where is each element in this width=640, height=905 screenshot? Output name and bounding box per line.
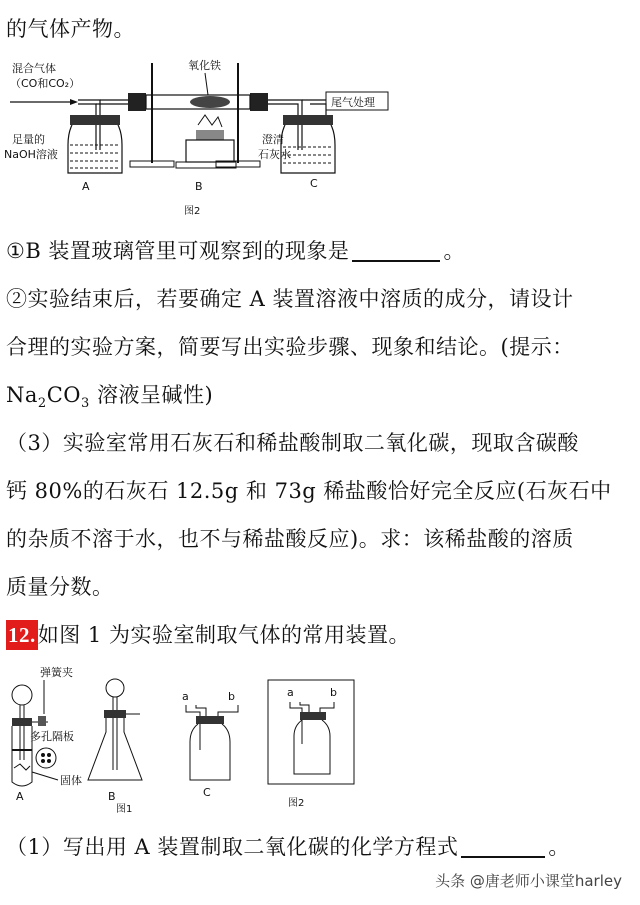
label-b-c: b [228, 690, 235, 703]
label-porous-plate: 多孔隔板 [30, 730, 74, 743]
top-line: 的气体产物。 [6, 17, 135, 41]
label-tail-gas: 尾气处理 [331, 96, 375, 109]
label-a: A [82, 180, 90, 193]
apparatus-figure-top [0, 55, 400, 225]
stopper-a [70, 115, 120, 125]
label-naoh-1: 足量的 [12, 133, 45, 146]
question-3-line-1: （3）实验室常用石灰石和稀盐酸制取二氧化碳，现取含碳酸 [6, 431, 579, 455]
label-lime-2: 石灰水 [258, 148, 291, 161]
stopper-c [283, 115, 333, 125]
label-spring-clip: 弹簧夹 [40, 666, 73, 679]
label-a-fig1: A [16, 790, 24, 803]
question-2-line-3: $Na_2CO_3$ 溶液呈碱性) [6, 383, 214, 412]
question-12-1: （1）写出用 A 装置制取二氧化碳的化学方程式 。 [6, 835, 570, 859]
label-c-fig1: C [203, 786, 211, 799]
label-a-fig2: a [287, 686, 294, 699]
label-b-fig1: B [108, 790, 116, 803]
apparatus-figure-1 [0, 660, 380, 820]
label-b: B [195, 180, 203, 193]
label-lime-1: 澄清 [262, 133, 284, 146]
question-12-heading: 12.如图 1 为实验室制取气体的常用装置。 [6, 620, 634, 650]
label-iron-oxide: 氧化铁 [188, 59, 221, 72]
question-3-line-2: 钙 80%的石灰石 12.5g 和 73g 稀盐酸恰好完全反应(石灰石中 [6, 479, 612, 503]
watermark: 头条 @唐老师小课堂harley [435, 872, 622, 890]
question-3-line-4: 质量分数。 [6, 575, 114, 599]
figure-caption-2: 图2 [288, 798, 305, 809]
answer-blank-1[interactable] [352, 238, 440, 262]
question-number-12: 12. [6, 620, 38, 650]
figure-caption-top: 图2 [184, 206, 201, 217]
label-a-c: a [182, 690, 189, 703]
question-2-line-1: ②实验结束后，若要确定 A 装置溶液中溶质的成分，请设计 [6, 287, 574, 311]
question-1: ①B 装置玻璃管里可观察到的现象是 。 [6, 239, 465, 263]
label-mixed-gas: 混合气体 [12, 62, 56, 75]
label-solid: 固体 [60, 774, 82, 787]
label-naoh-2: NaOH溶液 [4, 148, 58, 161]
answer-blank-2[interactable] [461, 834, 545, 858]
label-c: C [310, 177, 318, 190]
question-2-line-2: 合理的实验方案，简要写出实验步骤、现象和结论。(提示： [6, 335, 574, 359]
label-b-fig2: b [330, 686, 337, 699]
label-co-co2: （CO和CO₂） [10, 77, 81, 90]
question-3-line-3: 的杂质不溶于水，也不与稀盐酸反应)。求：该稀盐酸的溶质 [6, 527, 574, 551]
figure-caption-1: 图1 [116, 804, 133, 815]
